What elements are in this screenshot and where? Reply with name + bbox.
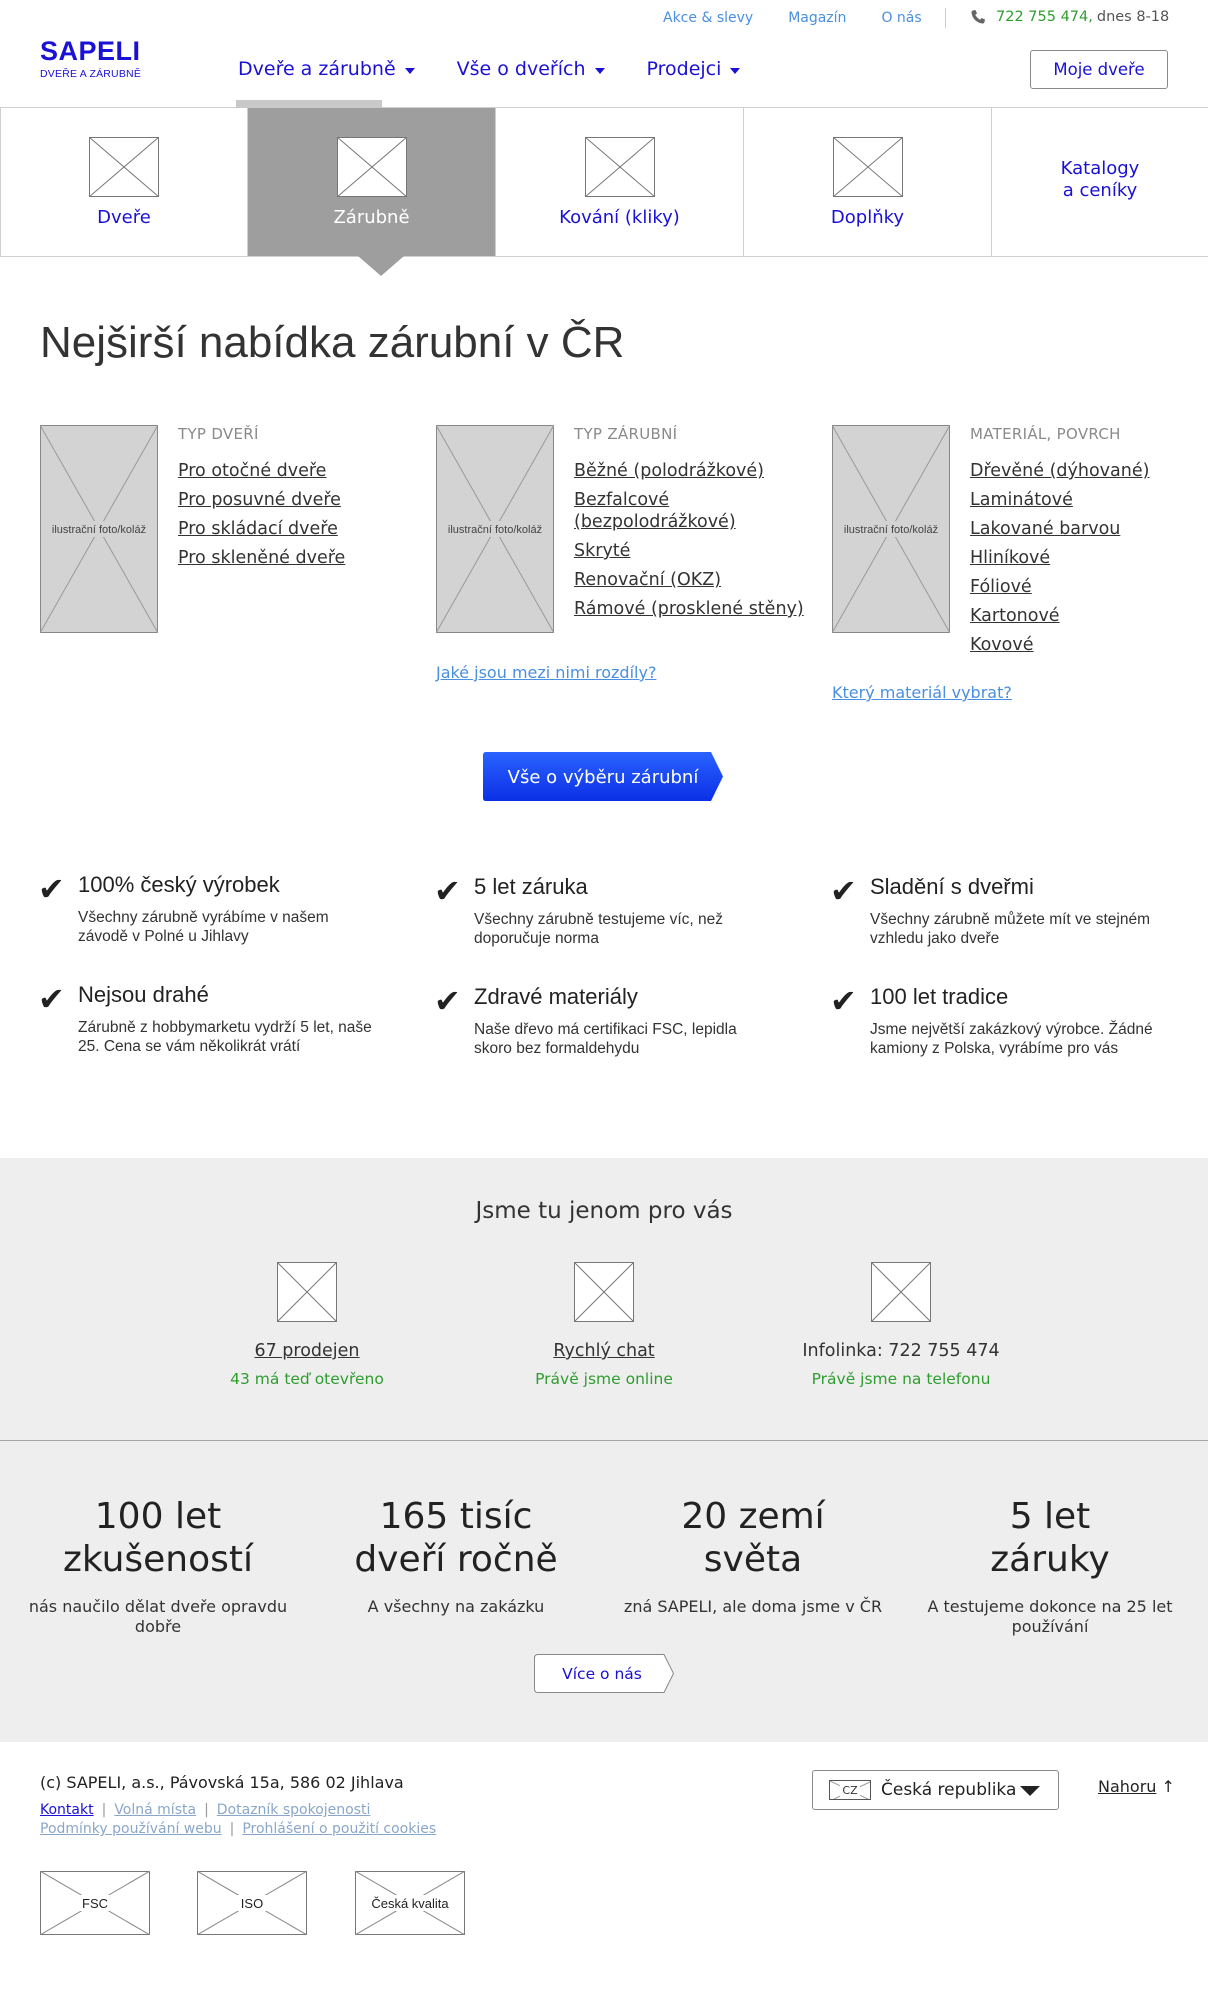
photo-placeholder-label: ilustrační foto/koláž bbox=[843, 524, 939, 536]
stat-number bbox=[920, 1495, 1180, 1581]
nav-dvere-a-zarubne[interactable] bbox=[238, 58, 415, 80]
tile-zarubne[interactable] bbox=[248, 108, 496, 256]
category-tiles bbox=[0, 108, 1208, 257]
photo-placeholder-label: ilustrační foto/koláž bbox=[51, 524, 147, 536]
phone-icon bbox=[970, 9, 986, 25]
image-placeholder-icon bbox=[89, 137, 159, 197]
filter-list bbox=[574, 460, 814, 620]
filter-link[interactable]: Laminátové bbox=[970, 490, 1073, 510]
image-placeholder-icon bbox=[833, 137, 903, 197]
stat-item bbox=[920, 1495, 1180, 1637]
tile-label-line: a ceníky bbox=[1062, 180, 1138, 201]
benefit-desc: Všechny zárubně můžete mít ve stejném vzhledu jako dveře bbox=[870, 911, 1150, 947]
stat-item bbox=[28, 1495, 288, 1637]
tile-label: Kování (kliky) bbox=[559, 207, 680, 228]
back-to-top-link[interactable] bbox=[1098, 1777, 1175, 1796]
top-link-o-nas[interactable]: O nás bbox=[881, 10, 922, 26]
tile-label bbox=[1061, 158, 1140, 202]
badge-label: ISO bbox=[240, 1896, 264, 1911]
cta-button[interactable] bbox=[483, 752, 723, 801]
page-title: Nejširší nabídka zárubní v ČR bbox=[40, 318, 625, 367]
separator: | bbox=[101, 1802, 107, 1818]
filter-body bbox=[970, 425, 1208, 663]
image-placeholder-icon bbox=[574, 1262, 634, 1322]
logo-tagline: DVEŘE A ZÁRUBNĚ bbox=[40, 68, 142, 80]
filter-link[interactable]: Pro skládací dveře bbox=[178, 519, 338, 539]
stat-number-line: dveří ročně bbox=[354, 1539, 558, 1580]
tile-kovani[interactable] bbox=[496, 108, 744, 256]
top-links bbox=[663, 10, 957, 26]
filter-heading: TYP DVEŘÍ bbox=[178, 425, 259, 443]
back-to-top-label: Nahoru bbox=[1098, 1777, 1157, 1796]
badge-label: FSC bbox=[82, 1896, 108, 1911]
benefit-title: Nejsou drahé bbox=[78, 982, 209, 1007]
stat-number bbox=[28, 1495, 288, 1581]
image-placeholder-icon bbox=[277, 1262, 337, 1322]
caret-down-icon bbox=[405, 68, 415, 74]
cta-label: Vše o výběru zárubní bbox=[507, 767, 699, 788]
services-title: Jsme tu jenom pro vás bbox=[475, 1198, 733, 1224]
nav-active-indicator bbox=[236, 100, 382, 108]
service-hotline bbox=[771, 1262, 1031, 1388]
badge-ceska-kvalita bbox=[355, 1871, 465, 1935]
check-icon: ✔ bbox=[434, 872, 461, 910]
stat-desc: zná SAPELI, ale doma jsme v ČR bbox=[623, 1597, 883, 1616]
flag-icon bbox=[829, 1780, 871, 1800]
logo-name: SAPELI bbox=[40, 36, 141, 66]
service-chat[interactable] bbox=[474, 1262, 734, 1388]
more-about-us-label: Více o nás bbox=[562, 1665, 642, 1683]
badge-fsc bbox=[40, 1871, 150, 1935]
stat-desc: A testujeme dokonce na 25 let používání bbox=[927, 1597, 1173, 1636]
benefit-desc: Jsme největší zakázkový výrobce. Žádné kamiony z Polska, vyrábíme pro vás bbox=[870, 1021, 1153, 1057]
filter-body bbox=[178, 425, 418, 576]
filter-list bbox=[178, 460, 418, 569]
check-icon: ✔ bbox=[830, 872, 857, 910]
tile-label: Doplňky bbox=[830, 207, 905, 228]
phone-hours: dnes 8-18 bbox=[1096, 9, 1170, 25]
check-icon: ✔ bbox=[38, 980, 65, 1018]
filter-body bbox=[574, 425, 814, 627]
photo-placeholder bbox=[436, 425, 554, 633]
divider bbox=[0, 1440, 1208, 1441]
footer-link-kontakt[interactable]: Kontakt bbox=[40, 1802, 94, 1818]
filter-link[interactable]: Pro otočné dveře bbox=[178, 461, 327, 481]
service-label: Infolinka: 722 755 474 bbox=[802, 1341, 1000, 1361]
tile-katalogy[interactable] bbox=[992, 108, 1208, 256]
filter-link[interactable]: Běžné (polodrážkové) bbox=[574, 461, 764, 481]
filter-heading: TYP ZÁRUBNÍ bbox=[574, 425, 678, 443]
photo-placeholder bbox=[40, 425, 158, 633]
benefit-desc: Zárubně z hobbymarketu vydrží 5 let, naše 25. Cena se vám několikrát vrátí bbox=[78, 1019, 372, 1055]
filter-link[interactable]: Hliníkové bbox=[970, 548, 1051, 568]
footer-link-podminky[interactable]: Podmínky používání webu bbox=[40, 1821, 222, 1837]
country-code: CZ bbox=[842, 1783, 858, 1797]
tile-label-line: Katalogy bbox=[1060, 158, 1140, 179]
stat-number-line: 5 let bbox=[1009, 1496, 1091, 1537]
tile-label: Dveře bbox=[97, 207, 151, 228]
badge-label: Česká kvalita bbox=[371, 1896, 449, 1911]
benefit-desc: Všechny zárubně vyrábíme v našem závodě v Polné u Jihlavy bbox=[78, 909, 329, 945]
country-name: Česká republika bbox=[881, 1780, 1017, 1800]
active-pointer bbox=[358, 256, 404, 276]
filter-link[interactable]: Pro posuvné dveře bbox=[178, 490, 341, 510]
benefit-title: 100% český výrobek bbox=[78, 872, 280, 897]
stat-number-line: 100 let bbox=[94, 1496, 222, 1537]
benefit-desc: Všechny zárubně testujeme víc, než doporučuje norma bbox=[474, 911, 723, 947]
service-label: 67 prodejen bbox=[254, 1341, 360, 1361]
filter-link[interactable]: Lakované barvou bbox=[970, 519, 1121, 539]
top-link-magazin[interactable]: Magazín bbox=[788, 10, 847, 26]
separator: | bbox=[229, 1821, 235, 1837]
site-header bbox=[0, 0, 1208, 108]
phone-number[interactable]: 722 755 474, bbox=[996, 9, 1093, 25]
footer-link-volna-mista[interactable]: Volná místa bbox=[114, 1802, 197, 1818]
photo-placeholder bbox=[832, 425, 950, 633]
benefit-desc: Naše dřevo má certifikaci FSC, lepidla skoro bez formaldehydu bbox=[474, 1021, 737, 1057]
filter-link[interactable]: Pro skleněné dveře bbox=[178, 548, 346, 568]
image-placeholder-icon bbox=[871, 1262, 931, 1322]
service-stores[interactable] bbox=[177, 1262, 437, 1388]
stat-number-line: záruky bbox=[990, 1539, 1110, 1580]
tile-doplnky[interactable] bbox=[744, 108, 992, 256]
badge-iso bbox=[197, 1871, 307, 1935]
stat-item bbox=[326, 1495, 586, 1617]
benefit-title: 5 let záruka bbox=[474, 874, 588, 899]
photo-placeholder-label: ilustrační foto/koláž bbox=[447, 524, 543, 536]
nav-label: Dveře a zárubně bbox=[238, 58, 396, 80]
filter-link[interactable]: Bezfalcové (bezpolodrážkové) bbox=[574, 490, 736, 532]
stat-number-line: světa bbox=[703, 1539, 803, 1580]
filter-link[interactable]: Kartonové bbox=[970, 606, 1060, 626]
benefit-title: 100 let tradice bbox=[870, 984, 1009, 1009]
tile-dvere[interactable] bbox=[0, 108, 248, 256]
more-about-us-button[interactable] bbox=[534, 1654, 674, 1693]
footer-links bbox=[40, 1801, 560, 1839]
tile-label: Zárubně bbox=[333, 207, 410, 228]
image-placeholder-icon bbox=[337, 137, 407, 197]
help-link-differences[interactable]: Jaké jsou mezi nimi rozdíly? bbox=[436, 663, 657, 682]
country-select[interactable] bbox=[812, 1770, 1059, 1810]
service-status: 43 má teď otevřeno bbox=[230, 1370, 384, 1388]
logo[interactable] bbox=[40, 38, 141, 80]
stat-item bbox=[623, 1495, 883, 1617]
stat-desc: nás naučilo dělat dveře opravdu dobře bbox=[28, 1597, 288, 1636]
filter-link[interactable]: Rámové (prosklené stěny) bbox=[574, 599, 804, 619]
filter-link[interactable]: Kovové bbox=[970, 635, 1034, 655]
filter-link[interactable]: Dřevěné (dýhované) bbox=[970, 461, 1150, 481]
benefit-title: Sladění s dveřmi bbox=[870, 874, 1034, 899]
my-doors-button[interactable]: Moje dveře bbox=[1030, 50, 1168, 89]
filter-list bbox=[970, 460, 1208, 656]
arrow-up-icon: ↑ bbox=[1161, 1777, 1175, 1796]
footer-link-cookies[interactable]: Prohlášení o použití cookies bbox=[242, 1821, 437, 1837]
filter-heading: MATERIÁL, POVRCH bbox=[970, 425, 1121, 443]
footer-link-dotaznik[interactable]: Dotazník spokojenosti bbox=[216, 1802, 371, 1818]
check-icon: ✔ bbox=[830, 982, 857, 1020]
divider bbox=[945, 8, 946, 28]
caret-down-icon bbox=[730, 68, 740, 74]
help-link-material[interactable]: Který materiál vybrat? bbox=[832, 683, 1012, 702]
service-status: Právě jsme online bbox=[535, 1370, 673, 1388]
check-icon: ✔ bbox=[38, 870, 65, 908]
header-phone bbox=[970, 9, 1169, 25]
stat-number-line: zkušeností bbox=[62, 1539, 254, 1580]
stat-desc: A všechny na zakázku bbox=[367, 1597, 545, 1616]
top-link-akce[interactable]: Akce & slevy bbox=[663, 10, 754, 26]
caret-down-icon bbox=[1020, 1786, 1040, 1796]
nav-label: Vše o dveřích bbox=[456, 58, 586, 80]
separator: | bbox=[204, 1802, 209, 1818]
stat-number-line: 165 tisíc bbox=[379, 1496, 533, 1537]
service-status: Právě jsme na telefonu bbox=[811, 1370, 991, 1388]
check-icon: ✔ bbox=[434, 982, 461, 1020]
filter-link[interactable]: Skryté bbox=[574, 541, 631, 561]
nav-label: Prodejci bbox=[646, 58, 722, 80]
caret-down-icon bbox=[595, 68, 605, 74]
filter-link[interactable]: Renovační (OKZ) bbox=[574, 570, 722, 590]
nav-prodejci[interactable] bbox=[647, 58, 741, 80]
service-label: Rychlý chat bbox=[553, 1341, 655, 1361]
copyright: (c) SAPELI, a.s., Pávovská 15a, 586 02 Jihlava bbox=[40, 1773, 404, 1792]
stat-number bbox=[623, 1495, 883, 1581]
image-placeholder-icon bbox=[585, 137, 655, 197]
main-nav bbox=[238, 58, 782, 80]
stat-number-line: 20 zemí bbox=[681, 1496, 825, 1537]
filter-link[interactable]: Fóliové bbox=[970, 577, 1032, 597]
nav-vse-o-dverich[interactable] bbox=[457, 58, 605, 80]
stat-number bbox=[326, 1495, 586, 1581]
benefit-title: Zdravé materiály bbox=[474, 984, 638, 1009]
